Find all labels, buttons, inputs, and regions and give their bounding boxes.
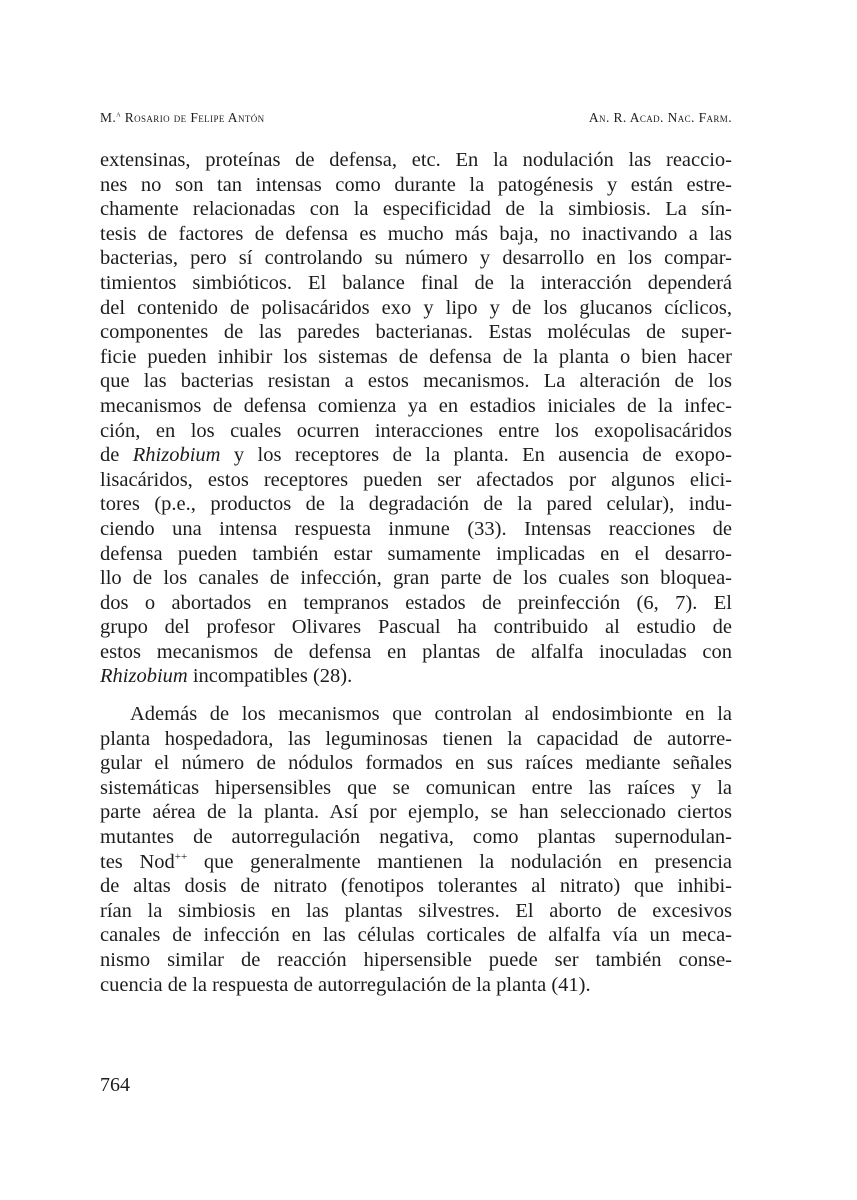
text-line: estos mecanismos de defensa en plantas de alfalfa inoculadas con (100, 640, 732, 663)
running-head-journal: An. R. Acad. Nac. Farm. (588, 110, 732, 125)
text-line: componentes de las paredes bacterianas. Estas moléculas de super- (100, 321, 732, 344)
text-line: bacterias, pero sí controlando su número y desarrollo en los compar- (100, 247, 732, 270)
text-line: tes Nod++ que generalmente mantienen la nodulación en presencia (100, 850, 732, 873)
text-line: gular el número de nódulos formados en sus raíces mediante señales (100, 752, 732, 775)
text-line: sistemáticas hipersensibles que se comunican entre las raíces y la (100, 776, 732, 799)
text-line: planta hospedadora, las leguminosas tienen la capacidad de autorre- (100, 727, 732, 750)
text-line: de altas dosis de nitrato (fenotipos tolerantes al nitrato) que inhibi- (100, 875, 732, 898)
paragraph-gap (100, 689, 732, 702)
text-line: Rhizobium incompatibles (28). (100, 665, 353, 688)
text-line: Además de los mecanismos que controlan al endosimbionte en la (130, 703, 732, 726)
text-line: lisacáridos, estos receptores pueden ser afectados por algunos elici- (100, 468, 732, 491)
text-line: cuencia de la respuesta de autorregulación de la planta (41). (100, 973, 591, 996)
text-line: defensa pueden también estar sumamente implicadas en el desarro- (100, 542, 732, 565)
page-number: 764 (100, 1074, 130, 1096)
species-name: Rhizobium (100, 665, 188, 688)
text-line: grupo del profesor Olivares Pascual ha contribuido al estudio de (100, 616, 732, 639)
text-line: mutantes de autorregulación negativa, como plantas supernodulan- (100, 826, 732, 849)
body-text (100, 148, 732, 997)
text-line: canales de infección en las células corticales de alfalfa vía un meca- (100, 924, 732, 947)
running-head (100, 110, 732, 126)
text-line: timientos simbióticos. El balance final de la interacción dependerá (100, 271, 732, 294)
text-line: llo de los canales de infección, gran parte de los cuales son bloquea- (100, 567, 732, 590)
text-line: que las bacterias resistan a estos mecanismos. La alteración de los (100, 370, 732, 393)
text-line: mecanismos de defensa comienza ya en estadios iniciales de la infec- (100, 394, 732, 417)
text-line: del contenido de polisacáridos exo y lipo y de los glucanos cíclicos, (100, 296, 732, 319)
species-name: Rhizobium (132, 444, 221, 467)
text-line: ficie pueden inhibir los sistemas de defensa de la planta o bien hacer (100, 345, 732, 368)
text-line: rían la simbiosis en las plantas silvestres. El aborto de excesivos (100, 899, 732, 922)
paragraph-1 (100, 148, 732, 689)
text-line: tesis de factores de defensa es mucho más baja, no inactivando a las (100, 222, 732, 245)
text-line: nes no son tan intensas como durante la patogénesis y están estre- (100, 173, 732, 196)
paragraph-2 (100, 702, 732, 997)
text-line: ciendo una intensa respuesta inmune (33). Intensas reacciones de (100, 517, 732, 540)
text-line: dos o abortados en tempranos estados de preinfección (6, 7). El (100, 591, 732, 614)
text-line: de Rhizobium y los receptores de la planta. En ausencia de exopo- (100, 444, 732, 467)
text-line: ción, en los cuales ocurren interacciones entre los exopolisacáridos (100, 419, 732, 442)
text-line: parte aérea de la planta. Así por ejemplo, se han seleccionado ciertos (100, 801, 732, 824)
text-line: chamente relacionadas con la especificidad de la simbiosis. La sín- (100, 198, 732, 221)
text-line: tores (p.e., productos de la degradación de la pared celular), indu- (100, 493, 732, 516)
running-head-author: M.$^a$ Rosario de Felipe Antón (100, 108, 265, 125)
text-line: nismo similar de reacción hipersensible puede ser también conse- (100, 949, 732, 971)
text-line: extensinas, proteínas de defensa, etc. En la nodulación las reaccio- (100, 149, 732, 171)
